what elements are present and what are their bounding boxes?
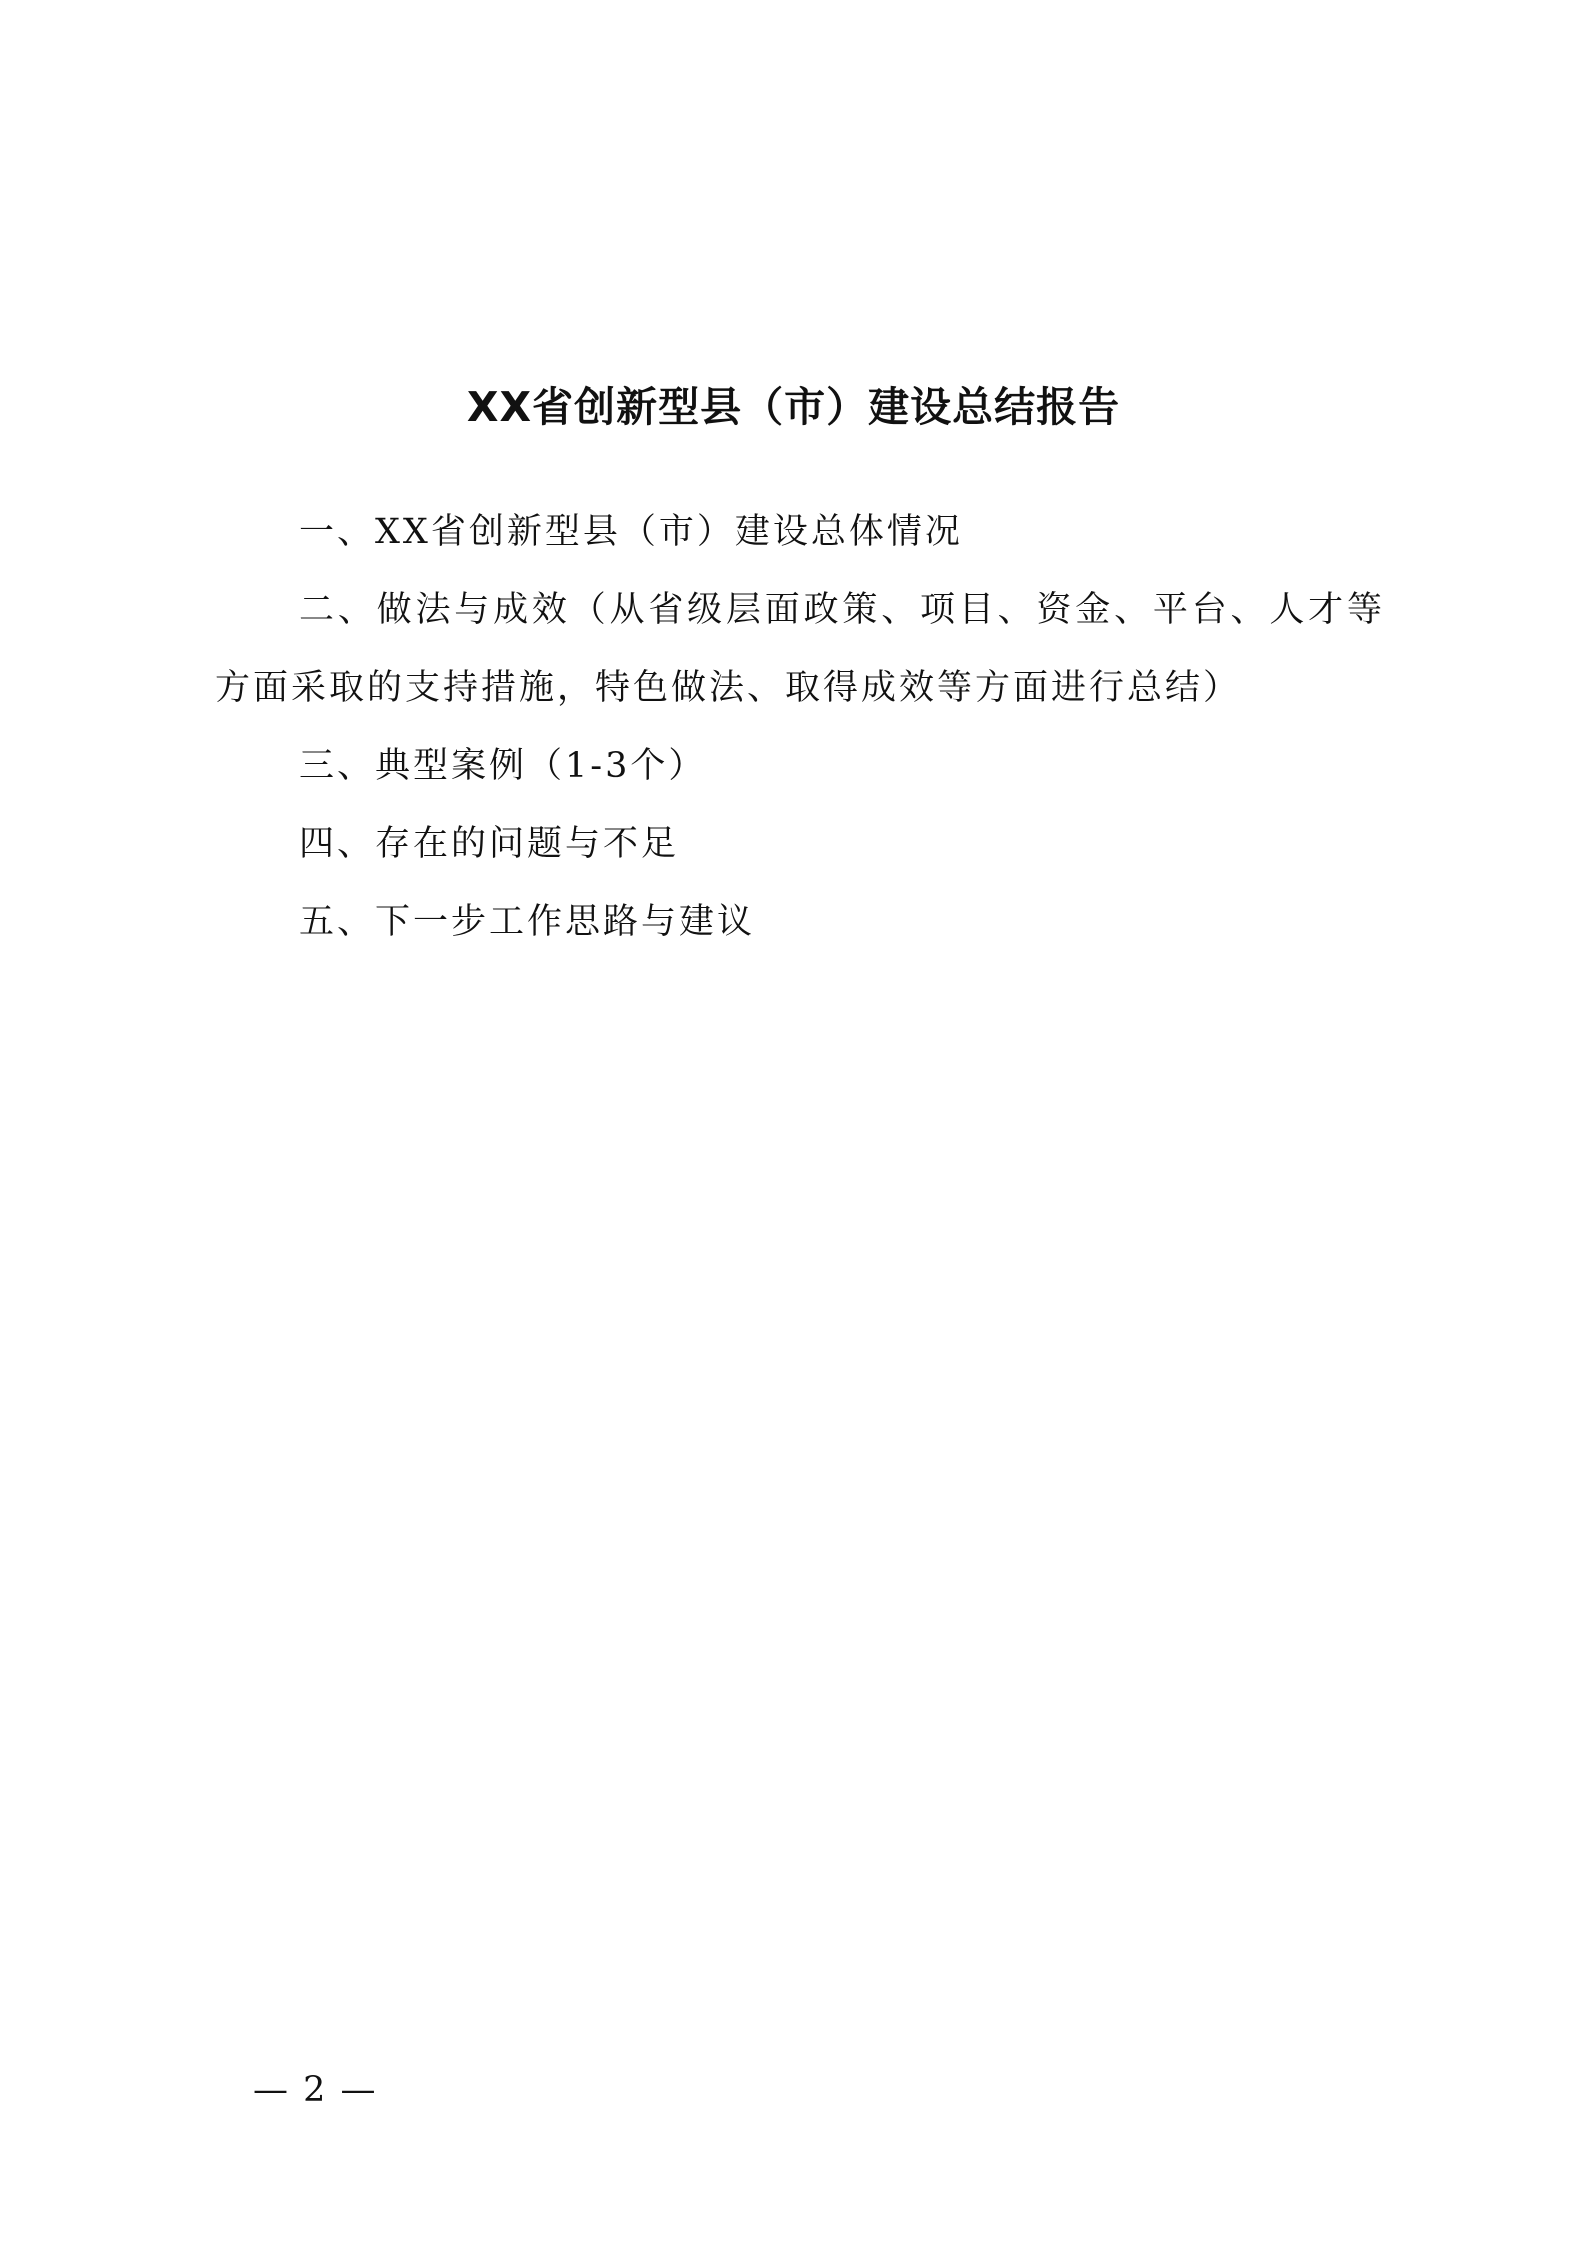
document-body: [215, 493, 1385, 961]
section-heading-1: 一、XX省创新型县（市）建设总体情况: [299, 512, 963, 552]
section-heading-4: 四、存在的问题与不足: [299, 824, 680, 864]
section-heading-3: 三、典型案例（1-3个）: [299, 746, 707, 786]
document-title: XX省创新型县（市）建设总结报告: [466, 383, 1121, 432]
section-heading-5: 五、下一步工作思路与建议: [299, 902, 756, 942]
section-heading-2: 二、做法与成效（从省级层面政策、项目、资金、平台、人才等方面采取的支持措施，特色做法、取得成效等方面进行总结）: [215, 590, 1385, 708]
page-number: — 2 —: [253, 2070, 378, 2110]
